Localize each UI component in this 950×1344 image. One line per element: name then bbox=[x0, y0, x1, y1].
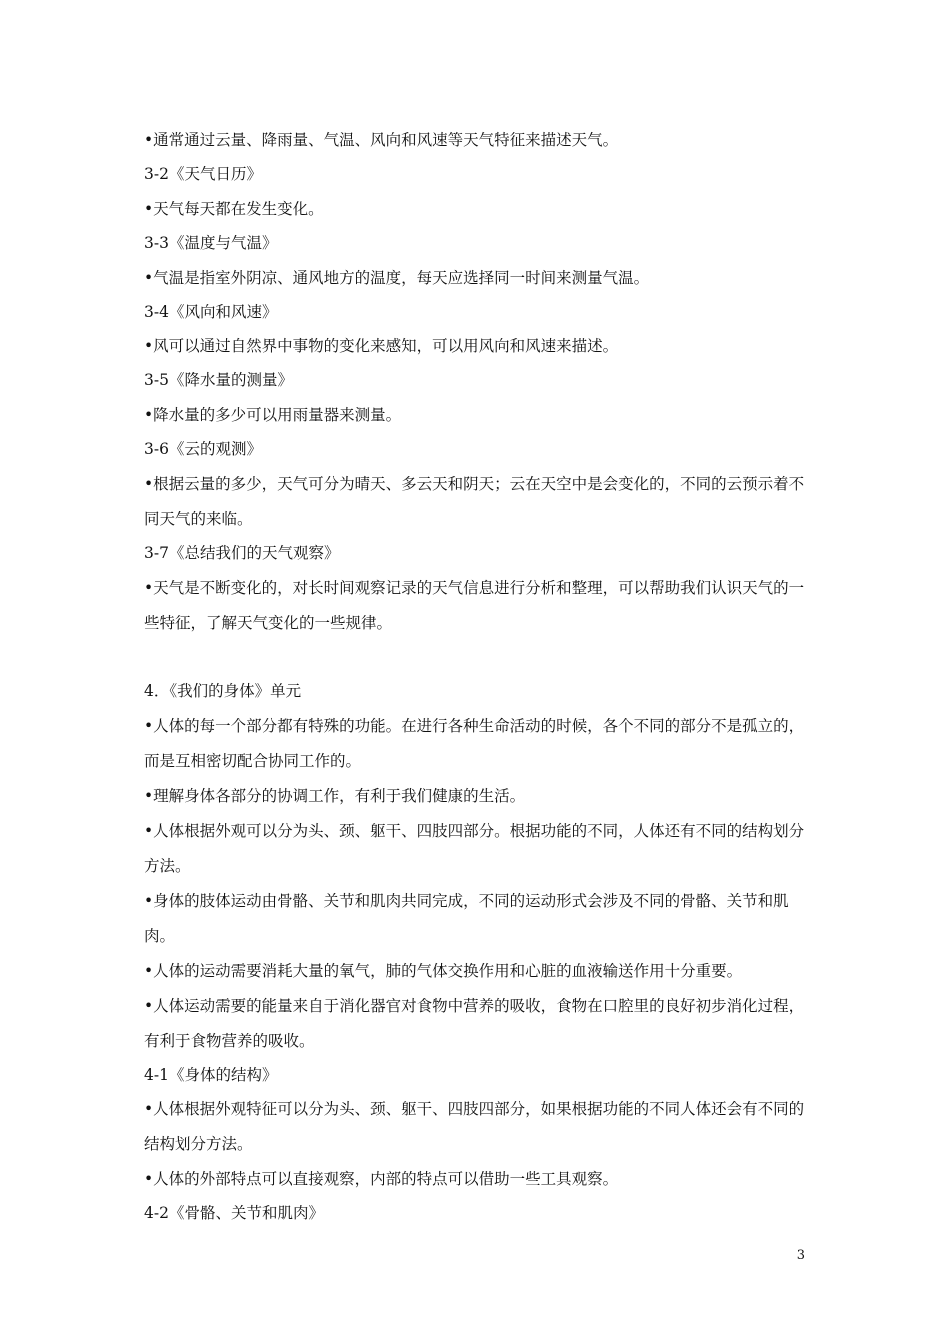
bullet-paragraph: •人体运动需要的能量来自于消化器官对食物中营养的吸收，食物在口腔里的良好初步消化过程，有利于食物营养的吸收。 bbox=[144, 996, 805, 1050]
bullet-paragraph: •理解身体各部分的协调工作，有利于我们健康的生活。 bbox=[144, 786, 526, 805]
section-heading: 4-2《骨骼、关节和肌肉》 bbox=[144, 1204, 324, 1223]
section-heading: 3-4《风向和风速》 bbox=[144, 302, 278, 321]
bullet-paragraph: •人体根据外观可以分为头、颈、躯干、四肢四部分。根据功能的不同，人体还有不同的结构划分方法。 bbox=[144, 821, 805, 875]
section-heading: 3-7《总结我们的天气观察》 bbox=[144, 543, 340, 562]
bullet-paragraph: •天气是不断变化的，对长时间观察记录的天气信息进行分析和整理，可以帮助我们认识天气的一些特征，了解天气变化的一些规律。 bbox=[144, 578, 805, 632]
section-heading: 3-6《云的观测》 bbox=[144, 440, 262, 459]
bullet-paragraph: •人体的外部特点可以直接观察，内部的特点可以借助一些工具观察。 bbox=[144, 1170, 619, 1189]
section-heading: 3-3《温度与气温》 bbox=[144, 233, 278, 252]
bullet-paragraph: •人体的每一个部分都有特殊的功能。在进行各种生命活动的时候，各个不同的部分不是孤立的，而是互相密切配合协同工作的。 bbox=[144, 716, 805, 770]
bullet-paragraph: •通常通过云量、降雨量、气温、风向和风速等天气特征来描述天气。 bbox=[144, 131, 619, 149]
section-heading: 3-5《降水量的测量》 bbox=[144, 371, 293, 390]
bullet-paragraph: •气温是指室外阴凉、通风地方的温度，每天应选择同一时间来测量气温。 bbox=[144, 268, 650, 287]
section-weather bbox=[144, 123, 808, 641]
section-spacer bbox=[144, 641, 808, 675]
bullet-paragraph: •天气每天都在发生变化。 bbox=[144, 199, 324, 218]
section-heading: 4．《我们的身体》单元 bbox=[144, 681, 302, 700]
page-number: 3 bbox=[796, 1248, 805, 1263]
bullet-paragraph: •人体根据外观特征可以分为头、颈、躯干、四肢四部分，如果根据功能的不同人体还会有不同的结构划分方法。 bbox=[144, 1100, 805, 1154]
bullet-paragraph: •降水量的多少可以用雨量器来测量。 bbox=[144, 406, 402, 425]
bullet-paragraph: •身体的肢体运动由骨骼、关节和肌肉共同完成，不同的运动形式会涉及不同的骨骼、关节和肌肉。 bbox=[144, 891, 789, 945]
bullet-paragraph: •人体的运动需要消耗大量的氧气，肺的气体交换作用和心脏的血液输送作用十分重要。 bbox=[144, 961, 743, 980]
section-heading: 3-2《天气日历》 bbox=[144, 165, 262, 183]
document-body bbox=[144, 123, 808, 1231]
section-body bbox=[144, 675, 808, 1231]
bullet-paragraph: •根据云量的多少，天气可分为晴天、多云天和阴天；云在天空中是会变化的，不同的云预示着不同天气的来临。 bbox=[144, 474, 805, 528]
section-heading: 4-1《身体的结构》 bbox=[144, 1065, 278, 1084]
bullet-paragraph: •风可以通过自然界中事物的变化来感知，可以用风向和风速来描述。 bbox=[144, 337, 619, 356]
